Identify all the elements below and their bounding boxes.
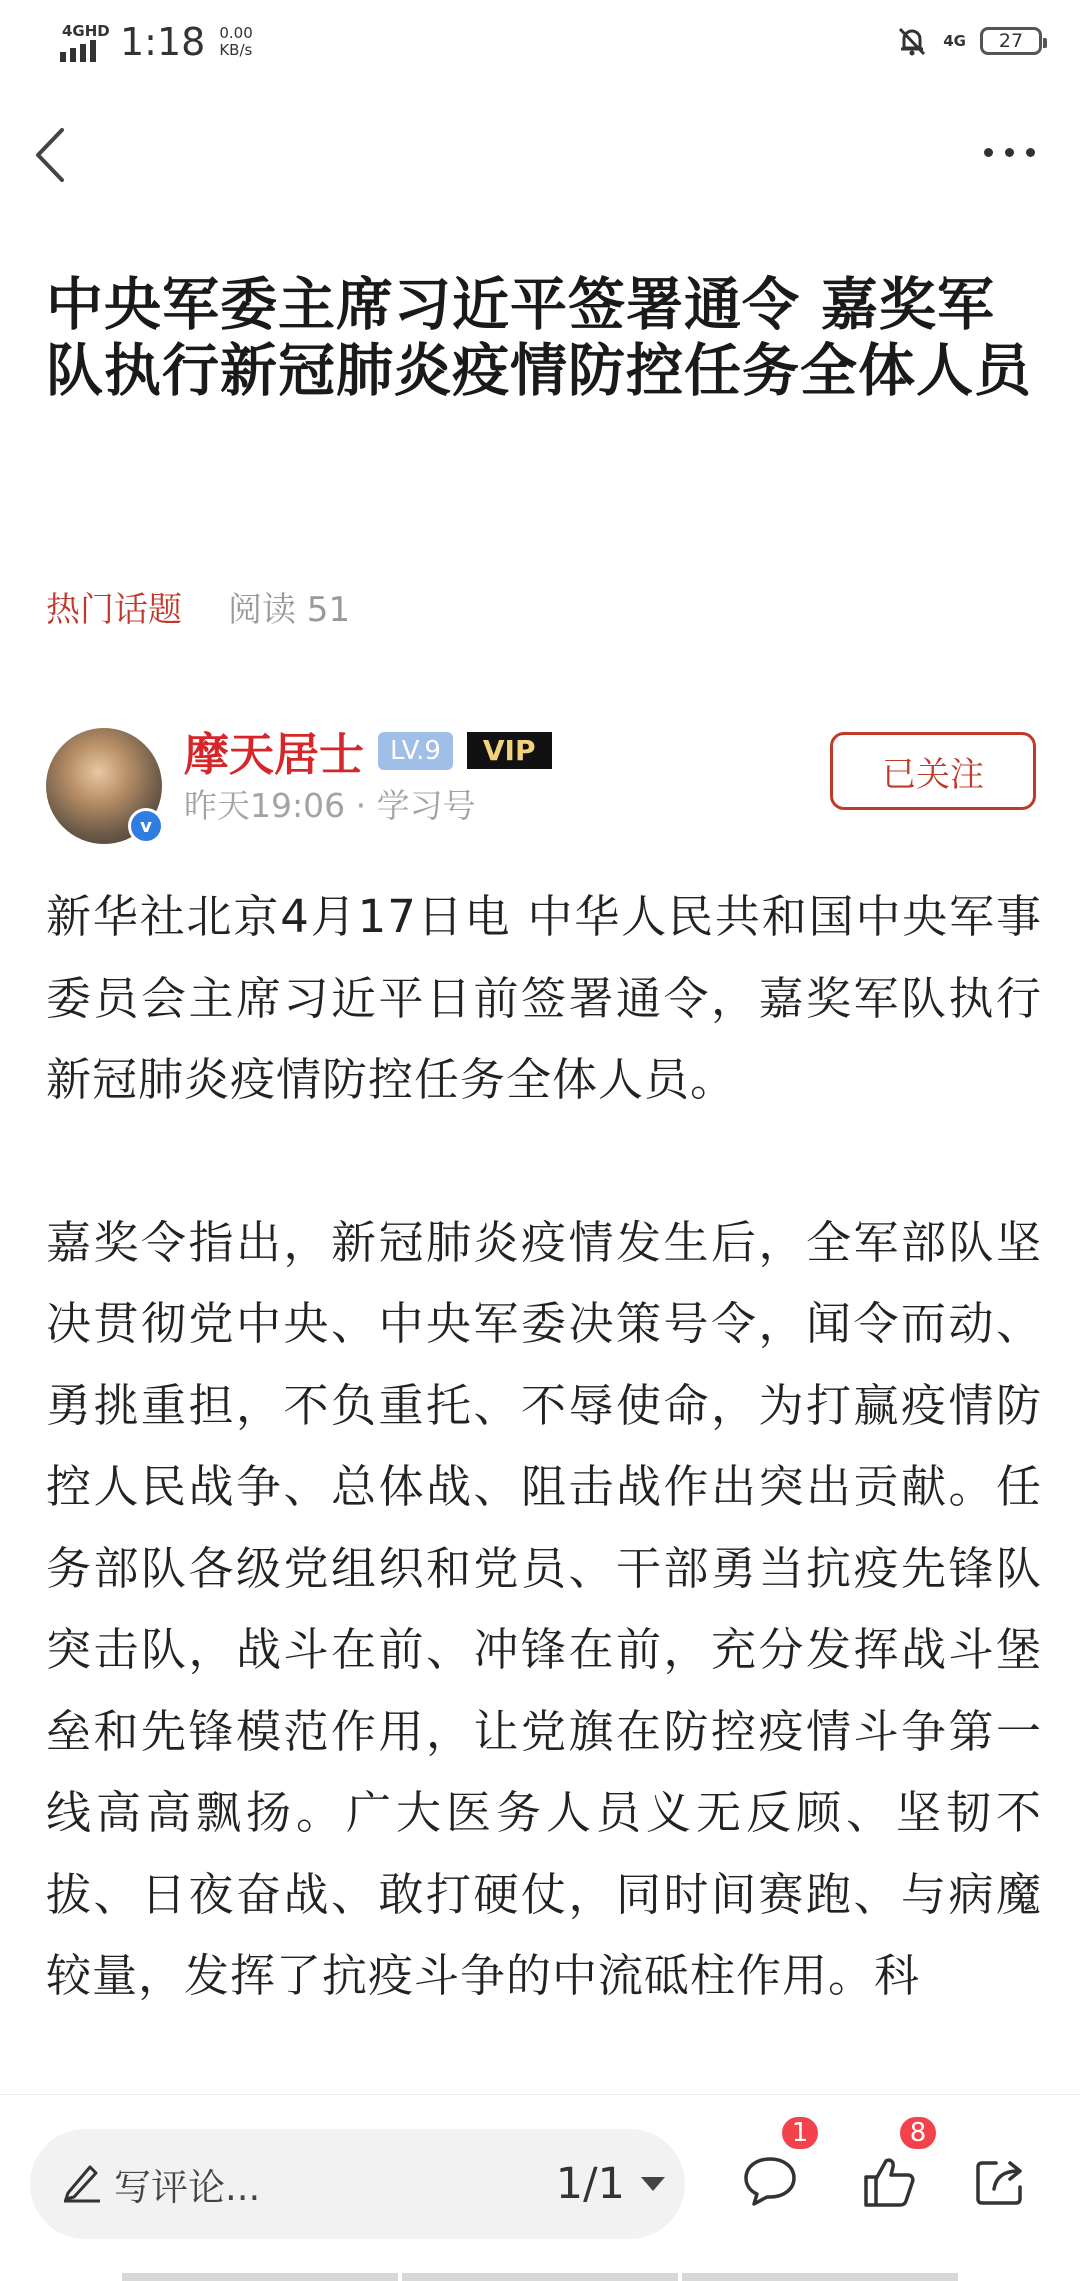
more-button[interactable] bbox=[984, 140, 1044, 164]
status-bar bbox=[0, 0, 1080, 86]
paragraph: 嘉奖令指出，新冠肺炎疫情发生后，全军部队坚决贯彻党中央、中央军委决策号令，闻令而动、勇挑重担，不负重托、不辱使命，为打赢疫情防控人民战争、总体战、阻击战作出突出贡献。任务部队各级党组织和党员、干部勇当抗疫先锋队突击队，战斗在前、冲锋在前，充分发挥战斗堡垒和先锋模范作用，让党旗在防控疫情斗争第一线高高飘扬。广大医务人员义无反顾、坚韧不拔、日夜奋战、敢打硬仗，同时间赛跑、与病魔较量，发挥了抗疫斗争的中流砥柱作用。科 bbox=[46, 1215, 1042, 2002]
caret-down-icon[interactable] bbox=[641, 2177, 665, 2191]
level-badge: LV.9 bbox=[378, 732, 453, 770]
comment-button[interactable] bbox=[740, 2118, 809, 2211]
comment-placeholder: 写评论... bbox=[114, 2166, 261, 2209]
status-time: 1:18 bbox=[120, 20, 206, 64]
battery-level: 27 bbox=[998, 30, 1024, 52]
bottom-bar bbox=[0, 2094, 1080, 2281]
comment-count-badge: 1 bbox=[780, 2115, 820, 2151]
status-right bbox=[895, 24, 1042, 58]
share-icon bbox=[970, 2151, 1030, 2211]
article-body bbox=[46, 876, 1042, 2017]
signal-icon bbox=[60, 22, 108, 62]
verified-badge-icon: v bbox=[128, 808, 164, 844]
like-count-badge: 8 bbox=[898, 2115, 938, 2151]
paragraph: 新华社北京4月17日电 中华人民共和国中央军事委员会主席习近平日前签署通令，嘉奖军队执行新冠肺炎疫情防控任务全体人员。 bbox=[46, 890, 1042, 1106]
network-type: 4GHD bbox=[62, 22, 110, 40]
back-button[interactable] bbox=[24, 122, 84, 188]
network-4g: 4G bbox=[943, 32, 966, 50]
chevron-left-icon bbox=[24, 122, 84, 188]
article-meta bbox=[46, 582, 350, 631]
author-row bbox=[46, 718, 1036, 838]
thumbs-up-icon bbox=[858, 2151, 918, 2211]
read-count: 阅读 51 bbox=[228, 590, 351, 630]
vip-badge: VIP bbox=[467, 732, 552, 769]
nav-bar bbox=[0, 110, 1080, 200]
mute-bell-icon bbox=[895, 24, 929, 58]
avatar[interactable] bbox=[46, 728, 162, 844]
article-title: 中央军委主席习近平签署通令 嘉奖军队执行新冠肺炎疫情防控任务全体人员 bbox=[46, 272, 1032, 404]
comment-icon bbox=[740, 2151, 800, 2211]
topic-link[interactable]: 热门话题 bbox=[46, 590, 182, 630]
share-button[interactable] bbox=[970, 2151, 1030, 2211]
status-left bbox=[60, 20, 253, 64]
publish-time-source: 昨天19:06 · 学习号 bbox=[184, 786, 476, 825]
author-name-row bbox=[184, 718, 552, 783]
pen-icon bbox=[62, 2159, 102, 2203]
follow-button[interactable]: 已关注 bbox=[830, 732, 1036, 810]
like-button[interactable] bbox=[858, 2118, 927, 2211]
author-name[interactable]: 摩天居士 bbox=[184, 728, 365, 781]
more-horizontal-icon bbox=[984, 148, 993, 157]
page-indicator[interactable]: 1/1 bbox=[555, 2159, 625, 2209]
battery-icon bbox=[980, 27, 1042, 55]
network-speed: 0.00 KB/s bbox=[219, 24, 253, 59]
comment-input[interactable] bbox=[30, 2129, 685, 2239]
